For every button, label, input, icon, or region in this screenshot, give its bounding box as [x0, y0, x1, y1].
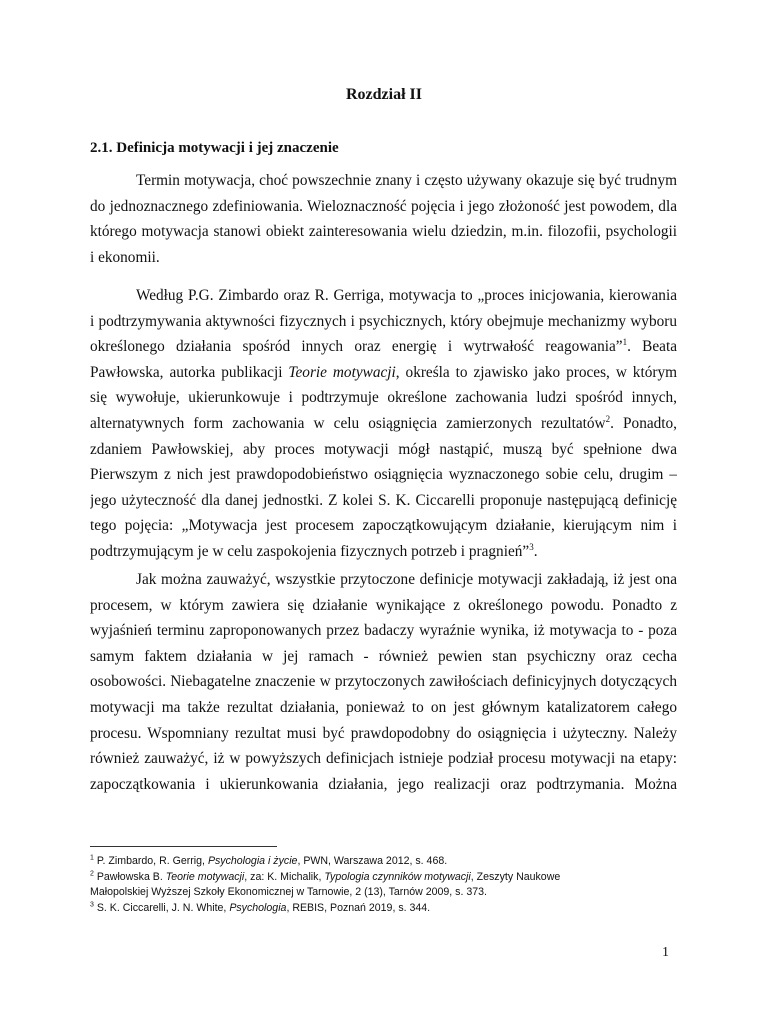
footnote-title: Teorie motywacji	[165, 870, 245, 883]
paragraph-line: Według P.G. Zimbardo oraz R. Gerriga, motywacja to „proces inicjowania, kierowania	[136, 287, 677, 304]
paragraph-line-with-footnote	[90, 539, 677, 565]
footnote-text: , PWN, Warszawa 2012, s. 468.	[297, 855, 448, 867]
paragraph-line: procesu. Wspomniany rezultat musi być prawdopodobny do osiągnięcia i użyteczny. Należy	[90, 724, 677, 742]
paragraph-line: Pierwszym z nich jest prawdopodobieństwo osiągnięcia wyznaczonego sobie celu, drugim –	[90, 466, 677, 484]
footnote-2-continued: Małopolskiej Wyższej Szkoły Ekonomicznej w Tarnowie, 2 (13), Tarnów 2009, s. 373.	[90, 886, 487, 898]
paragraph-line: motywacji ma także rezultat działania, ponieważ to on jest głównym katalizatorem całego	[90, 698, 677, 716]
footnote-separator	[90, 846, 277, 847]
footnote-title: Typologia czynników motywacji	[324, 870, 471, 883]
paragraph-line: tego pojęcia: „Motywacja jest procesem zapoczątkowującym działanie, kierującym nim i	[90, 517, 677, 535]
paragraph-line: wyjaśnień terminu zaproponowanych przez badaczy wyraźnie wynika, iż motywacja to - poza	[90, 622, 677, 640]
paragraph-line: Jak można zauważyć, wszystkie przytoczone definicje motywacji zakładają, iż jest ona	[136, 571, 677, 588]
line-text: .	[533, 542, 538, 560]
footnote-title: Psychologia i życie	[207, 855, 298, 867]
paragraph-line: również zauważyć, iż w powyższych definicjach istnieje podział procesu motywacji na etapy:	[90, 750, 677, 768]
line-text: , określa to zjawisko jako proces, w którym	[395, 363, 677, 381]
line-text: Pawłowska, autorka publikacji	[90, 363, 289, 381]
footnote-number: 1	[90, 854, 94, 862]
paragraph-line: i podtrzymywania aktywności fizycznych i psychicznych, który obejmuje mechanizmy wyboru	[90, 312, 677, 330]
footnote-ref-2[interactable]: 2	[605, 413, 611, 424]
paragraph-line: którego motywacja stanowi obiekt zainteresowania wielu dziedzin, m.in. filozofii, psychologii	[90, 223, 677, 241]
footnote-text: , REBIS, Poznań 2019, s. 344.	[286, 901, 431, 914]
footnote-text: , za: K. Michalik,	[244, 870, 325, 883]
footnote-text: Pawłowska B.	[93, 870, 166, 883]
book-title: Teorie motywacji	[288, 363, 396, 381]
chapter-title: Rozdział II	[346, 86, 422, 103]
footnote-2	[90, 870, 690, 886]
line-text: . Ponadto,	[610, 414, 677, 432]
section-title: 2.1. Definicja motywacji i jej znaczenie	[90, 140, 339, 156]
footnote-ref-1[interactable]: 1	[622, 337, 628, 348]
footnote-text: P. Zimbardo, R. Gerrig,	[93, 855, 208, 867]
paragraph-line-with-title	[90, 360, 677, 386]
footnote-text: , Zeszyty Naukowe	[470, 870, 561, 883]
paragraph-3	[90, 567, 677, 797]
paragraph-line: i ekonomii.	[90, 248, 160, 266]
page-number: 1	[662, 945, 669, 960]
line-text: . Beata	[627, 338, 677, 356]
line-text: alternatywnych form zachowania w celu osiągnięcia zamierzonych rezultatów	[90, 414, 606, 432]
line-text: podtrzymującym je w celu zaspokojenia fizycznych potrzeb i pragnień”	[90, 542, 530, 560]
line-text: określonego działania spośród innych oraz energię i wytrwałość reagowania”	[90, 338, 623, 356]
paragraph-line: do jednoznacznego zdefiniowania. Wieloznaczność pojęcia i jego złożoność jest powodem, dla	[90, 197, 677, 215]
footnote-title: Psychologia	[229, 901, 287, 914]
paragraph-line: jego użyteczność dla danej jednostki. Z kolei S. K. Ciccarelli proponuje następującą definicję	[90, 491, 677, 509]
paragraph-line: zapoczątkowania i ukierunkowania działania, jego realizacji oraz podtrzymania. Można	[90, 775, 677, 793]
footnote-text: S. K. Ciccarelli, J. N. White,	[93, 901, 230, 914]
footnote-ref-3[interactable]: 3	[529, 541, 534, 552]
paragraph-line: Termin motywacja, choć powszechnie znany i często używany okazuje się być trudnym	[136, 172, 677, 189]
paragraph-line: zdaniem Pawłowskiej, aby proces motywacji mógł nastąpić, muszą być spełnione dwa	[90, 440, 677, 458]
footnotes	[90, 854, 690, 916]
footnote-number: 2	[90, 869, 94, 877]
paragraph-line: się wywołuje, ukierunkowuje i podtrzymuje określone zachowania ludzi spośród innych,	[90, 389, 677, 407]
paragraph-line: samym faktem działania w jej ramach - również pewien stan psychiczny oraz cecha	[90, 647, 677, 665]
footnote-1	[90, 854, 690, 870]
paragraph-line-with-footnote	[90, 334, 677, 360]
paragraph-1	[90, 168, 677, 270]
paragraph-line: procesem, w którym zawiera się działanie wynikające z określonego powodu. Ponadto z	[90, 596, 677, 614]
paragraph-2	[90, 283, 677, 565]
footnote-3	[90, 901, 690, 917]
footnote-number: 3	[90, 900, 94, 908]
paragraph-line-with-footnote	[90, 411, 677, 437]
paragraph-line: osobowości. Niebagatelne znaczenie w przytoczonych zawiłościach definicyjnych dotyczących	[90, 673, 677, 691]
